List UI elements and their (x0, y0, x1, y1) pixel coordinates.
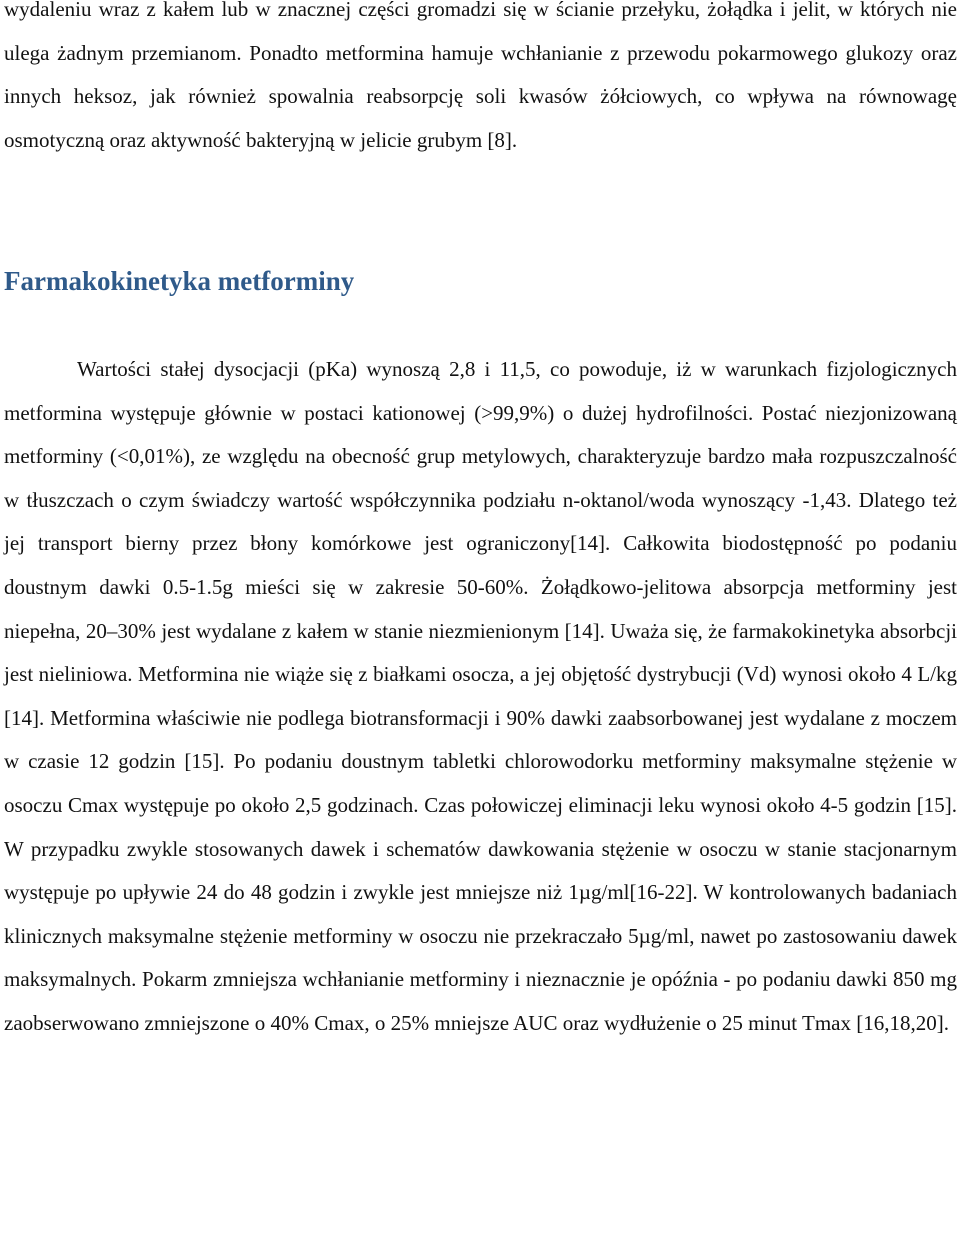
intro-paragraph: wydaleniu wraz z kałem lub w znacznej części gromadzi się w ścianie przełyku, żołądka i jelit, w których nie ulega żadnym przemianom. Ponadto metformina hamuje wchłanianie z przewodu pokarmowego glukozy oraz innych heksoz, jak również spowalnia reabsorpcję soli kwasów żółciowych, co wpływa na równowagę osmotyczną oraz aktywność bakteryjną w jelicie grubym [8]. (4, 0, 957, 152)
body-paragraph: Wartości stałej dysocjacji (pKa) wynoszą 2,8 i 11,5, co powoduje, iż w warunkach fizjologicznych metformina występuje głównie w postaci kationowej (>99,9%) o dużej hydrofilności. Postać niezjonizowaną metforminy (<0,01%), ze względu na obecność grup metylowych, charakteryzuje bardzo mała rozpuszczalność w tłuszczach o czym świadczy wartość współczynnika podziału n-oktanol/woda wynoszący -1,43. Dlatego też jej transport bierny przez błony komórkowe jest ograniczony[14]. Całkowita biodostępność po podaniu doustnym dawki 0.5-1.5g mieści się w zakresie 50-60%. Żołądkowo-jelitowa absorpcja metforminy jest niepełna, 20–30% jest wydalane z kałem w stanie niezmienionym [14]. Uważa się, że farmakokinetyka absorbcji jest nieliniowa. Metformina nie wiąże się z białkami osocza, a jej objętość dystrybucji (Vd) wynosi około 4 L/kg [14]. Metformina właściwie nie podlega biotransformacji i 90% dawki zaabsorbowanej jest wydalane z moczem w czasie 12 godzin [15]. Po podaniu doustnym tabletki chlorowodorku metforminy maksymalne stężenie w osoczu Cmax występuje po około 2,5 godzinach. Czas połowiczej eliminacji leku wynosi około 4-5 godzin [15]. W przypadku zwykle stosowanych dawek i schematów dawkowania stężenie w osoczu w stanie stacjonarnym występuje po upływie 24 do 48 godzin i zwykle jest mniejsze niż 1µg/ml[16-22]. W kontrolowanych badaniach klinicznych maksymalne stężenie metforminy w osoczu nie przekraczało 5µg/ml, nawet po zastosowaniu dawek maksymalnych. Pokarm zmniejsza wchłanianie metforminy i nieznacznie je opóźnia - po podaniu dawki 850 mg zaobserwowano zmniejszone o 40% Cmax, o 25% mniejsze AUC oraz wydłużenie o 25 minut Tmax [16,18,20]. (4, 357, 957, 1035)
section-heading: Farmakokinetyka metforminy (4, 266, 355, 296)
